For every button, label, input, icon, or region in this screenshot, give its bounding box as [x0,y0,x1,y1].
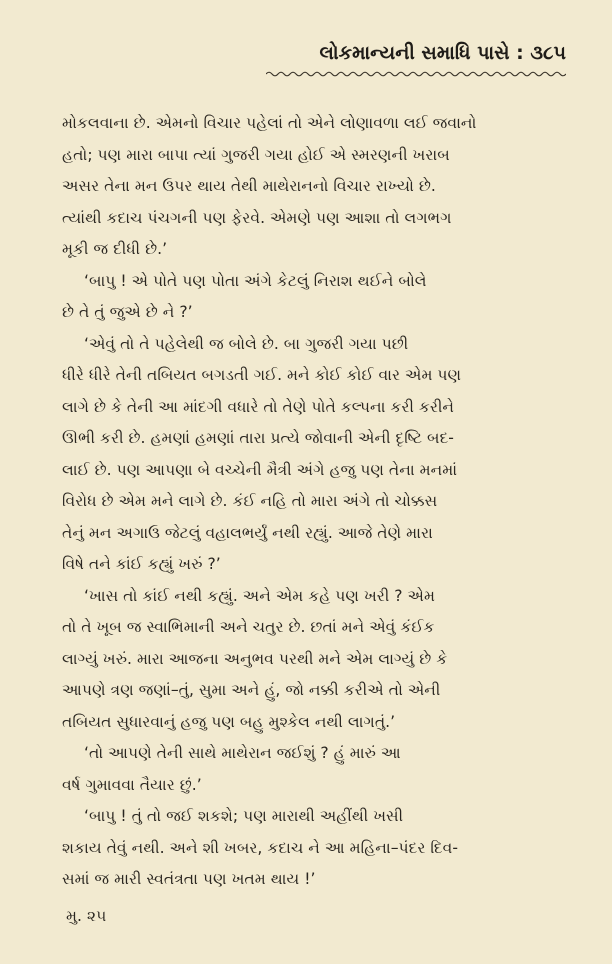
text-line: ‘બાપુ ! તું તો જઈ શકશે; પણ મારાથી અહીંથી ખસી [84,807,404,825]
paragraph [62,329,566,581]
text-line: સમાં જ મારી સ્વતંત્રતા પણ ખતમ થાય !’ [62,870,316,888]
text-line: ત્યાંથી કદાચ પંચગની પણ ફેરવે. એમણે પણ આશા તો લગભગ [62,208,452,227]
text-line: લાઈ છે. પણ આપણા બે વચ્ચેની મૈત્રી અંગે હજુ પણ તેના મનમાં [62,460,458,479]
paragraph [62,738,566,801]
text-line: ઊભી કરી છે. હમણાં હમણાં તારા પ્રત્યે જોવાની એની દૃષ્ટિ બદ- [62,429,454,447]
text-line: લાગ્યું ખરું. મારા આજના અનુભવ પરથી મને એમ લાગ્યું છે કે [62,649,448,668]
text-line: ‘એવું તો તે પહેલેથી જ બોલે છે. બા ગુજરી ગયા પછી [84,334,409,353]
text-line: અસર તેના મન ઉપર થાય તેથી માથેરાનનો વિચાર રાખ્યો છે. [62,177,436,195]
text-line: મોકલવાના છે. એમનો વિચાર પહેલાં તો એને લોણાવળા લઈ જવાનો [62,114,477,132]
text-line: ધીરે ધીરે તેની તબિયત બગડતી ગઈ. મને કોઈ કોઈ વાર એમ પણ [62,366,462,384]
text-line: તબિયત સુધારવાનું હજુ પણ બહુ મુશ્કેલ નથી લાગતું.’ [62,712,396,731]
running-header [62,40,566,66]
running-header-title: લોકમાન્યની સમાધિ પાસે : ૩૮૫ [319,42,566,64]
paragraph [62,581,566,739]
paragraph [62,266,566,329]
text-line: શકાય તેવું નથી. અને શી ખબર, કદાચ ને આ મહિના–પંદર દિવ- [62,838,458,857]
text-line: ‘તો આપણે તેની સાથે માથેરાન જઈશું ? હું મારું આ [84,744,401,762]
text-line: આપણે ત્રણ જણાં–તું, સુમા અને હું, જો નક્કી કરીએ તો એની [62,681,441,699]
text-line: છે તે તું જુએ છે ને ?’ [62,303,193,321]
text-line: ‘બાપુ ! એ પોતે પણ પોતા અંગે કેટલું નિરાશ થઈને બોલે [84,271,427,290]
text-line: વિષે તને કાંઈ કહ્યું ખરું ?’ [62,555,221,573]
text-line: વિરોધ છે એમ મને લાગે છે. કંઈ નહિ તો મારા અંગે તો ચોક્કસ [62,492,438,510]
text-line: ‘ખાસ તો કાંઈ નથી કહ્યું. અને એમ કહે પણ ખરી ? એમ [84,586,435,605]
text-line: વર્ષ ગુમાવવા તૈયાર છું.’ [62,775,202,794]
paragraph [62,801,566,896]
paragraph [62,108,566,266]
signature-text: મુ. ૨૫ [66,906,107,925]
body-text [62,108,566,896]
text-line: લાગે છે કે તેની આ માંદગી વધારે તો તેણે પોતે કલ્પના કરી કરીને [62,397,455,416]
wavy-rule-ornament [266,70,566,78]
signature-mark [62,902,566,930]
text-line: હતો; પણ મારા બાપા ત્યાં ગુજરી ગયા હોઈ એ સ્મરણની ખરાબ [62,145,450,164]
text-line: તેનું મન અગાઉ જેટલું વહાલભર્યું નથી રહ્યું. આજે તેણે મારા [62,523,433,542]
text-line: તો તે ખૂબ જ સ્વાભિમાની અને ચતુર છે. છતાં મને એવું કંઈક [62,618,435,636]
text-line: મૂકી જ દીધી છે.’ [62,240,168,258]
